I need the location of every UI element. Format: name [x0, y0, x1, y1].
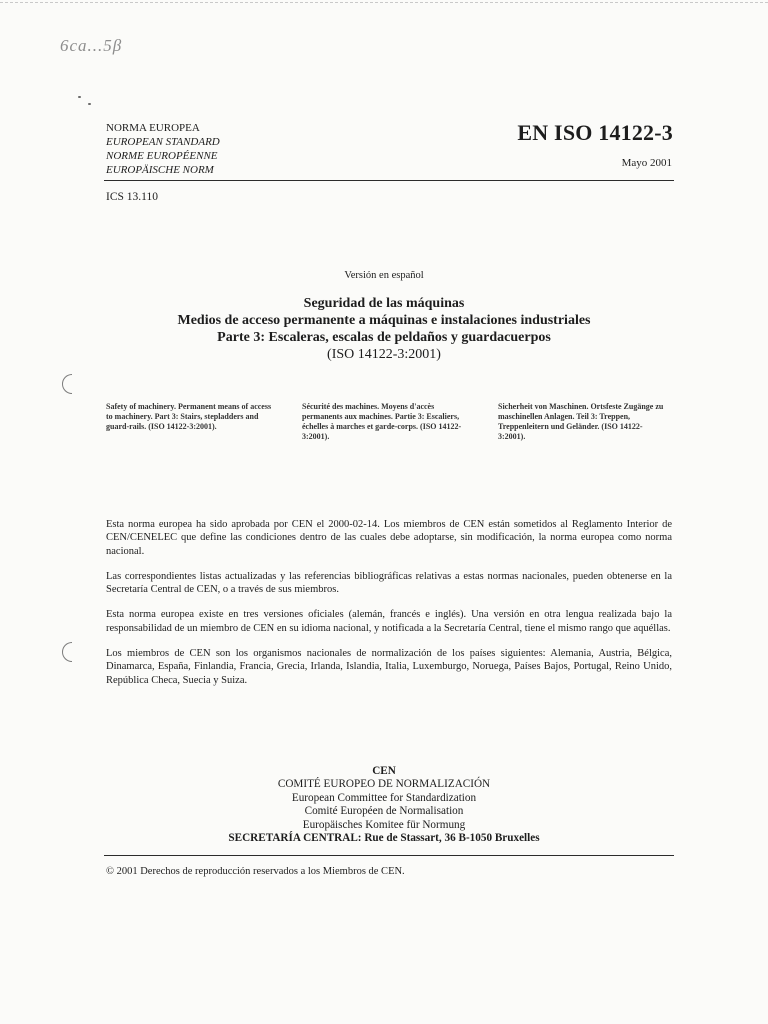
paragraph: Las correspondientes listas actualizadas y las referencias bibliográficas relativas a estas normas nacionales, pueden obtenerse en la Secretaría Central de CEN, o a través de sus miembros.: [106, 570, 672, 596]
title-english: Safety of machinery. Permanent means of access to machinery. Part 3: Stairs, stepladders and guard-rails. (ISO 14122-3:2001).: [106, 402, 272, 431]
punch-hole-mark: [62, 374, 72, 394]
copyright-notice: © 2001 Derechos de reproducción reservados a los Miembros de CEN.: [106, 866, 405, 877]
scan-speck: [78, 96, 81, 98]
body-text: [106, 518, 672, 699]
document-title: [0, 295, 768, 363]
cen-line-fr: Comité Européen de Normalisation: [304, 805, 464, 818]
scan-edge-line: [0, 2, 768, 3]
standard-name-de: EUROPÄISCHE NORM: [106, 164, 214, 176]
footer-divider: [104, 855, 674, 856]
title-french: Sécurité des machines. Moyens d'accès permanents aux machines. Partie 3: Escaliers, échelles à marches et garde-corps. (ISO 14122-3:2001).: [302, 402, 462, 441]
title-line-4: (ISO 14122-3:2001): [327, 347, 441, 362]
document-number: EN ISO 14122-3: [517, 120, 673, 145]
scan-speck: [88, 103, 91, 105]
cen-name: CEN: [372, 765, 396, 777]
paragraph: Esta norma europea existe en tres versiones oficiales (alemán, francés e inglés). Una versión en otra lengua realizada bajo la responsabilidad de un miembro de CEN en su idioma nacional, y notificada a la Secretaría Central, tiene el mismo rango que aquéllas.: [106, 609, 672, 634]
cen-secretariat-address: SECRETARÍA CENTRAL: Rue de Stassart, 36 B-1050 Bruxelles: [228, 832, 540, 845]
punch-hole-mark: [62, 642, 72, 662]
cen-line-es: COMITÉ EUROPEO DE NORMALIZACIÓN: [277, 778, 491, 791]
publication-date: Mayo 2001: [621, 157, 672, 169]
title-line-3: Parte 3: Escaleras, escalas de peldaños y guardacuerpos: [217, 330, 551, 345]
title-german: Sicherheit von Maschinen. Ortsfeste Zugänge zu maschinellen Anlagen. Teil 3: Treppen, Treppenleitern und Geländer. (ISO 14122-3:2001).: [498, 402, 664, 441]
version-language: Versión en español: [344, 270, 424, 281]
title-line-1: Seguridad de las máquinas: [303, 296, 465, 311]
standard-name-en: EUROPEAN STANDARD: [106, 136, 220, 148]
standard-name-fr: NORME EUROPÉENNE: [106, 150, 218, 162]
header-divider: [104, 180, 674, 181]
standard-name-es: NORMA EUROPEA: [106, 122, 200, 134]
paragraph: Los miembros de CEN son los organismos nacionales de normalización de los países siguientes: Alemania, Austria, Bélgica, Dinamarca, España, Finlandia, Francia, Grecia, Irlanda, Islandia, Italia, Luxemburgo, Noruega, Países Bajos, Portugal, Reino Unido, República Checa, Suecia y Suiza.: [106, 648, 672, 686]
title-line-2: Medios de acceso permanente a máquinas e instalaciones industriales: [177, 313, 591, 328]
paragraph: Esta norma europea ha sido aprobada por CEN el 2000-02-14. Los miembros de CEN están sometidos al Reglamento Interior de CEN/CENELEC que define las condiciones dentro de las cuales debe adoptarse, sin modificación, la norma europea como norma nacional.: [106, 519, 672, 557]
standard-type-block: [106, 121, 220, 177]
handwritten-note: 6ca...5β: [60, 36, 123, 55]
cen-line-de: Europäisches Komitee für Normung: [302, 818, 466, 831]
cen-line-en: European Committee for Standardization: [291, 791, 477, 804]
cen-info-block: [0, 765, 768, 845]
ics-code: ICS 13.110: [106, 191, 158, 203]
